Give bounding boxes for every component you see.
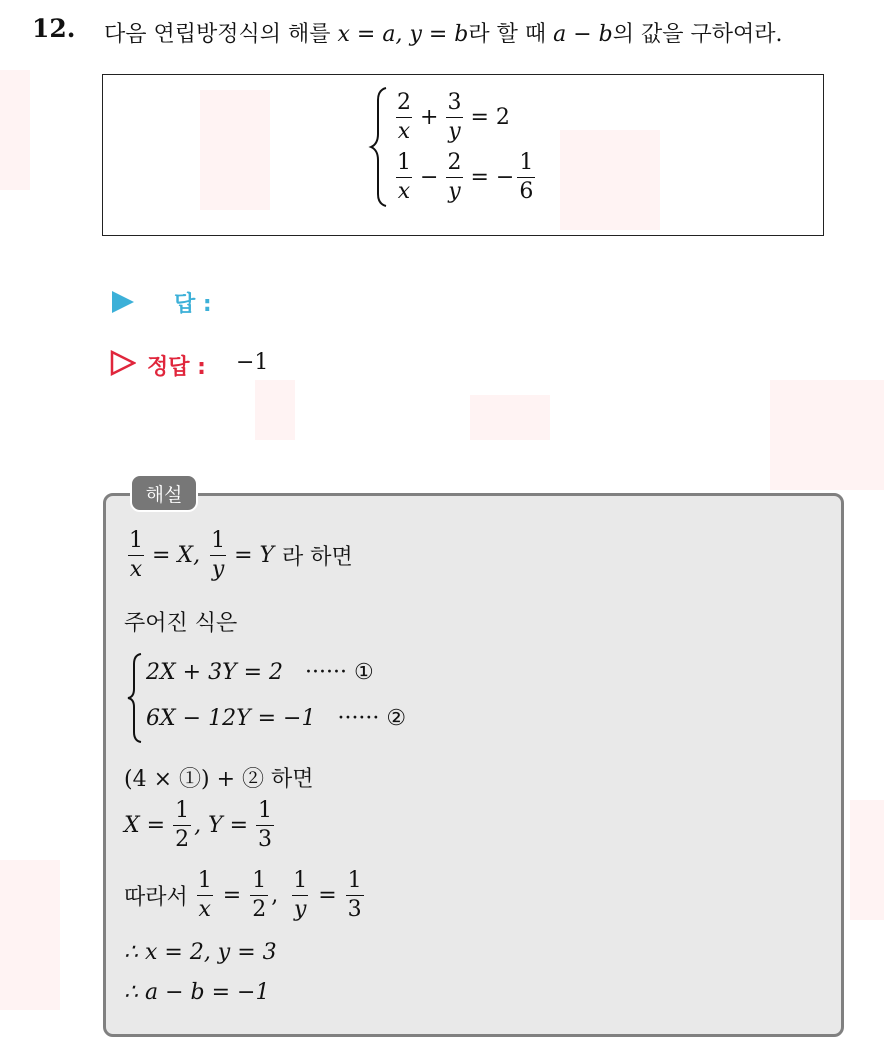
system-equation-1: $\frac{2}{x}$ + $\frac{3}{y}$ = 2 [397, 90, 510, 144]
solution-line-result-final: ∴ a − b = −1 [124, 980, 270, 1005]
correct-answer-label: 정답 : [147, 355, 206, 380]
question-text: 다음 연립방정식의 해를 x = a, y = b라 할 때 a − b의 값을 구하여라. [104, 22, 783, 47]
system-brace [368, 86, 390, 208]
correct-answer-value: −1 [236, 350, 269, 375]
solution-line-substitution: $\frac{1}{x}$ = X, $\frac{1}{y}$ = Y 라 하면 [129, 528, 353, 582]
question-number: 12. [32, 14, 76, 43]
system-equation-2: $\frac{1}{x}$ − $\frac{2}{y}$ = − $\frac{1}{6}$ [397, 150, 534, 204]
condition: x = a, y = b [337, 22, 469, 47]
answer-label: 답 : [174, 292, 212, 317]
answer-play-icon [110, 289, 136, 315]
solution-line-given: 주어진 식은 [124, 611, 238, 636]
solution-line-result-xy: ∴ x = 2, y = 3 [124, 940, 277, 965]
solution-equation-1: 2X + 3Y = 2 ······ ① [146, 660, 374, 685]
solution-equation-2: 6X − 12Y = −1 ······ ② [146, 706, 407, 731]
solution-line-therefore: 따라서 $\frac{1}{x}$ = $\frac{1}{2}$ , $\frac{1}{y}$ = $\frac{1}{3}$ [124, 868, 362, 922]
solution-system-brace [126, 652, 144, 744]
correct-answer-outline-play-icon [110, 350, 136, 376]
solution-tab: 해설 [130, 474, 198, 512]
target-expression: a − b [553, 22, 613, 47]
solution-line-xy-values: X = $\frac{1}{2}$ , Y = $\frac{1}{3}$ [124, 798, 273, 852]
solution-line-combine: (4 × ①) + ② 하면 [124, 767, 314, 792]
